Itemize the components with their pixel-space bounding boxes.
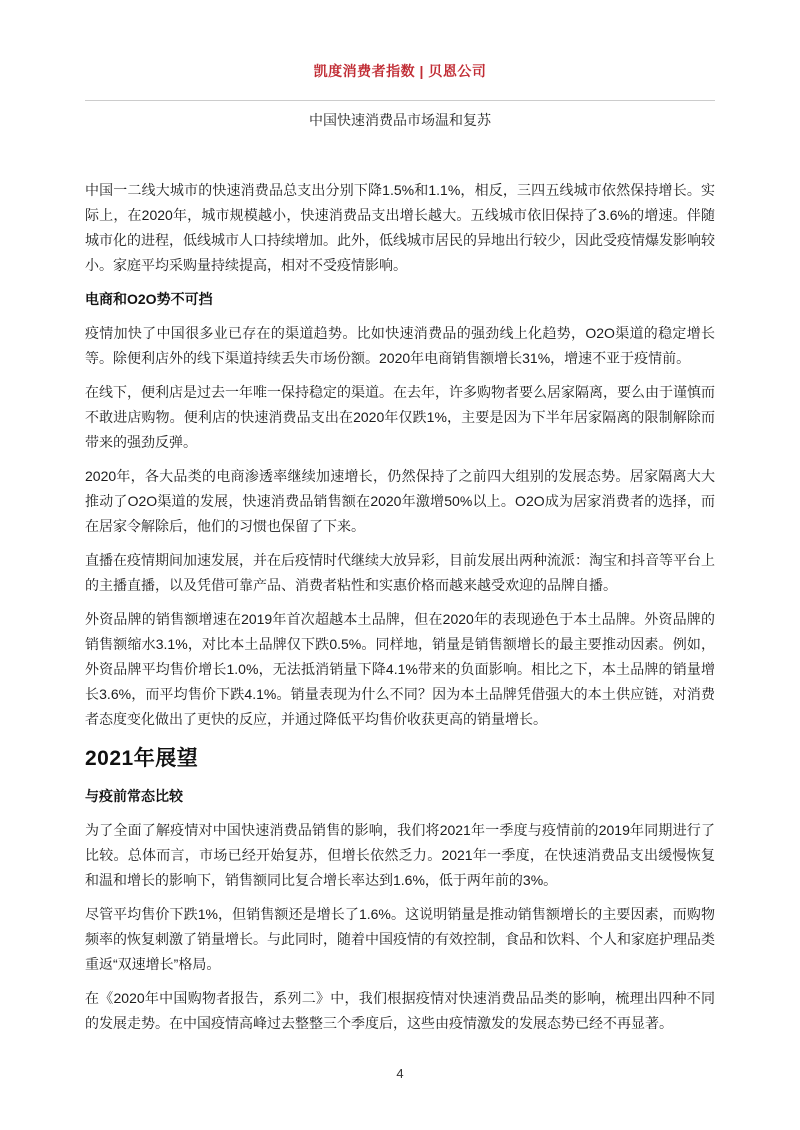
ecommerce-paragraph-3: 2020年，各大品类的电商渗透率继续加速增长，仍然保持了之前四大组别的发展态势。居家隔离大大推动了O2O渠道的发展，快速消费品销售额在2020年激增50%以上。O2O成为居家消费者的选择，而在居家令解除后，他们的习惯也保留了下来。 — [85, 468, 715, 534]
ecommerce-paragraph-5: 外资品牌的销售额增速在2019年首次超越本土品牌，但在2020年的表现逊色于本土品牌。外资品牌的销售额缩水3.1%，对比本土品牌仅下跌0.5%。同样地，销量是销售额增长的最主要推动因素。例如，外资品牌平均售价增长1.0%，无法抵消销量下降4.1%带来的负面影响。相比之下，本土品牌的销量增长3.6%，而平均售价下跌4.1%。销量表现为什么不同？因为本土品牌凭借强大的本土供应链，对消费者态度变化做出了更快的反应，并通过降低平均售价收获更高的销量增长。 — [85, 611, 715, 727]
outlook-paragraph-3: 在《2020年中国购物者报告，系列二》中，我们根据疫情对快速消费品品类的影响，梳理出四种不同的发展走势。在中国疫情高峰过去整整三个季度后，这些由疫情激发的发展态势已经不再显著。 — [85, 990, 715, 1031]
header-divider — [85, 100, 715, 101]
intro-paragraph: 中国一二线大城市的快速消费品总支出分别下降1.5%和1.1%，相反，三四五线城市依然保持增长。实际上，在2020年，城市规模越小，快速消费品支出增长越大。五线城市依旧保持了3.6%的增速。伴随城市化的进程，低线城市人口持续增加。此外，低线城市居民的异地出行较少，因此受疫情爆发影响较小。家庭平均采购量持续提高，相对不受疫情影响。 — [85, 182, 715, 273]
ecommerce-paragraph-4: 直播在疫情期间加速发展，并在后疫情时代继续大放异彩，目前发展出两种流派：淘宝和抖音等平台上的主播直播，以及凭借可靠产品、消费者粘性和实惠价格而越来越受欢迎的品牌自播。 — [85, 552, 715, 593]
outlook-paragraph-1: 为了全面了解疫情对中国快速消费品销售的影响，我们将2021年一季度与疫情前的2019年同期进行了比较。总体而言，市场已经开始复苏，但增长依然乏力。2021年一季度，在快速消费品支出缓慢恢复和温和增长的影响下，销售额同比复合增长率达到1.6%，低于两年前的3%。 — [85, 822, 715, 888]
page-number: 4 — [396, 1066, 404, 1081]
ecommerce-paragraph-1: 疫情加快了中国很多业已存在的渠道趋势。比如快速消费品的强劲线上化趋势，O2O渠道的稳定增长等。除便利店外的线下渠道持续丢失市场份额。2020年电商销售额增长31%，增速不亚于疫情前。 — [85, 325, 715, 366]
outlook-paragraph-2: 尽管平均售价下跌1%，但销售额还是增长了1.6%。这说明销量是推动销售额增长的主要因素，而购物频率的恢复刺激了销量增长。与此同时，随着中国疫情的有效控制，食品和饮料、个人和家庭护理品类重返“双速增长”格局。 — [85, 906, 715, 972]
subsection-heading-pre-covid-comparison: 与疫前常态比较 — [85, 788, 183, 804]
document-title: 中国快速消费品市场温和复苏 — [309, 112, 491, 128]
section-heading-ecommerce-o2o: 电商和O2O势不可挡 — [85, 291, 213, 307]
section-heading-2021-outlook: 2021年展望 — [85, 747, 199, 770]
document-body — [85, 178, 715, 1036]
brand-header: 凯度消费者指数 | 贝恩公司 — [313, 63, 487, 79]
ecommerce-paragraph-2: 在线下，便利店是过去一年唯一保持稳定的渠道。在去年，许多购物者要么居家隔离，要么由于谨慎而不敢进店购物。便利店的快速消费品支出在2020年仅跌1%，主要是因为下半年居家隔离的限制解除而带来的强劲反弹。 — [85, 384, 715, 450]
